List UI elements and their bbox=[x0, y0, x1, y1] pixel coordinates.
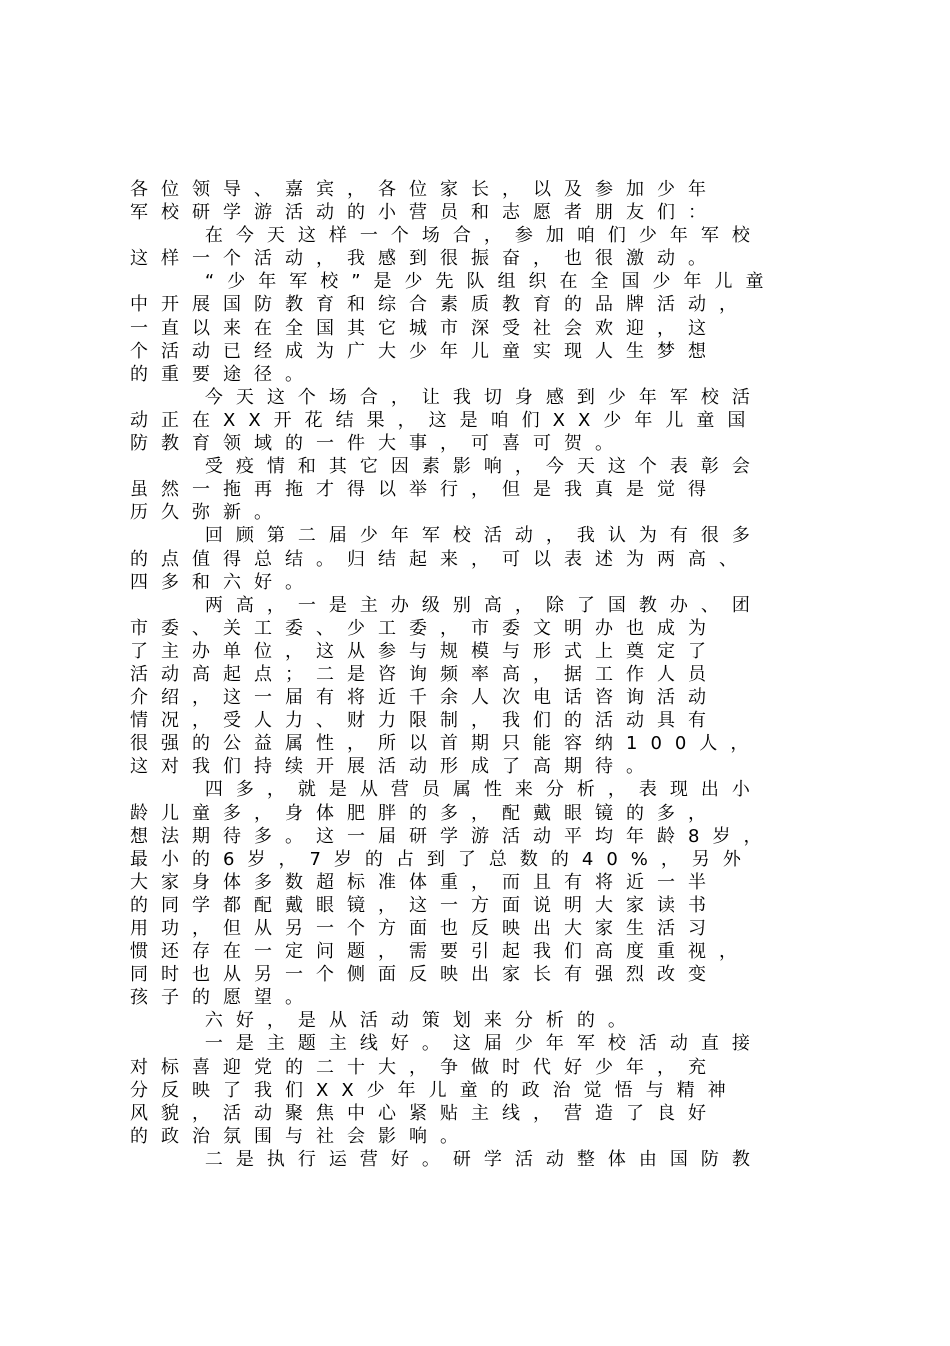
text-line: 虽然一拖再拖才得以举行，但是我真是觉得 bbox=[130, 479, 719, 501]
text-line: 回顾第二届少年军校活动，我认为有很多 bbox=[130, 525, 763, 547]
text-line: 分反映了我们XX少年儿童的政治觉悟与精神 bbox=[130, 1079, 739, 1101]
text-line: 的政治氛围与社会影响。 bbox=[130, 1125, 471, 1147]
text-line: 中开展国防教育和综合素质教育的品牌活动， bbox=[130, 294, 750, 316]
text-line: 想法期待多。这一届研学游活动平均年龄8岁， bbox=[130, 825, 775, 847]
text-line: 孩子的愿望。 bbox=[130, 987, 316, 1009]
text-line: 在今天这样一个场合，参加咱们少年军校 bbox=[130, 225, 763, 247]
text-line: 个活动已经成为广大少年儿童实现人生梦想 bbox=[130, 340, 719, 362]
text-line: 很强的公益属性，所以首期只能容纳100人， bbox=[130, 733, 762, 755]
text-line: 了主办单位，这从参与规模与形式上奠定了 bbox=[130, 640, 719, 662]
text-line: 一是主题主线好。这届少年军校活动直接 bbox=[130, 1033, 763, 1055]
text-line: 四多和六好。 bbox=[130, 571, 316, 593]
text-line: 大家身体多数超标准体重，而且有将近一半 bbox=[130, 871, 719, 893]
text-line: 同时也从另一个侧面反映出家长有强烈改变 bbox=[130, 964, 719, 986]
document-body bbox=[130, 178, 820, 1171]
text-line: 防教育领域的一件大事，可喜可贺。 bbox=[130, 433, 626, 455]
text-line: 军校研学游活动的小营员和志愿者朋友们： bbox=[130, 202, 719, 224]
text-line: 最小的6岁，7岁的占到了总数的40%，另外 bbox=[130, 848, 754, 870]
text-line: 用功，但从另一个方面也反映出大家生活习 bbox=[130, 918, 719, 939]
text-line: 各位领导、嘉宾，各位家长，以及参加少年 bbox=[130, 179, 719, 200]
text-line: 一直以来在全国其它城市深受社会欢迎，这 bbox=[130, 317, 719, 339]
text-line: 动正在XX开花结果，这是咱们XX少年儿童国 bbox=[130, 409, 759, 431]
text-line: 市委、关工委、少工委，市委文明办也成为 bbox=[130, 617, 719, 639]
text-line: 这对我们持续开展活动形成了高期待。 bbox=[130, 756, 657, 778]
text-line: 惯还存在一定问题，需要引起我们高度重视， bbox=[130, 941, 750, 963]
text-line: 历久弥新。 bbox=[130, 502, 285, 524]
text-line: 对标喜迎党的二十大，争做时代好少年，充 bbox=[130, 1056, 719, 1078]
text-line: 受疫情和其它因素影响，今天这个表彰会 bbox=[130, 456, 763, 478]
text-line: 的点值得总结。归结起来，可以表述为两高、 bbox=[130, 548, 750, 570]
text-line: 的重要途径。 bbox=[130, 363, 316, 385]
text-line: 二是执行运营好。研学活动整体由国防教 bbox=[130, 1148, 763, 1170]
text-line: 两高，一是主办级别高，除了国教办、团 bbox=[130, 594, 763, 616]
text-line: 龄儿童多，身体肥胖的多，配戴眼镜的多， bbox=[130, 802, 719, 824]
text-line: 的同学都配戴眼镜，这一方面说明大家读书 bbox=[130, 894, 719, 916]
text-line: 今天这个场合，让我切身感到少年军校活 bbox=[130, 386, 763, 408]
text-line: “少年军校”是少先队组织在全国少年儿童 bbox=[130, 271, 777, 293]
text-line: 风貌，活动聚焦中心紧贴主线，营造了良好 bbox=[130, 1102, 719, 1124]
text-line: 介绍，这一届有将近千余人次电话咨询活动 bbox=[130, 687, 719, 709]
text-line: 四多，就是从营员属性来分析，表现出小 bbox=[130, 779, 763, 801]
text-line: 六好，是从活动策划来分析的。 bbox=[130, 1010, 639, 1032]
text-line: 情况，受人力、财力限制，我们的活动具有 bbox=[130, 710, 719, 732]
text-line: 活动高起点；二是咨询频率高，据工作人员 bbox=[130, 663, 719, 685]
text-line: 这样一个活动，我感到很振奋，也很激动。 bbox=[130, 248, 719, 270]
